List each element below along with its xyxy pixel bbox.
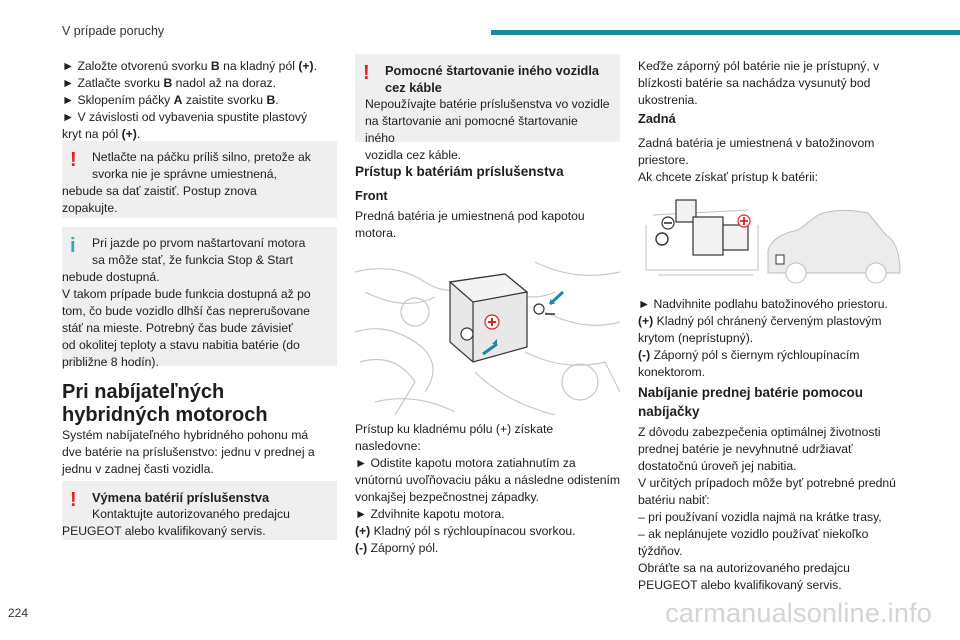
text-line: Systém nabíjateľného hybridného pohonu má [62, 428, 309, 442]
engine-bay-illustration [355, 252, 620, 415]
text-line: priestore. [638, 153, 689, 167]
battery-plus-terminal-icon [485, 315, 499, 329]
step-line: ► Zatlačte svorku B nadol až na doraz. [62, 76, 276, 90]
intro-paragraph [62, 427, 342, 478]
warning-line: vozidla cez káble. [365, 148, 462, 162]
text-line: Zadná batéria je umiestnená v batožinovom [638, 136, 875, 150]
section-heading: Prístup k batériám príslušenstva [355, 164, 564, 179]
step-line: ► Odistite kapotu motora zatiahnutím za [355, 456, 576, 470]
subheading-front: Front [355, 188, 388, 203]
list-item: – ak neplánujete vozidlo používať niekoľko [638, 527, 869, 541]
warning-exclamation-icon: ! [70, 489, 77, 511]
text-line: PEUGEOT alebo kvalifikovaný servis. [638, 578, 842, 592]
warning-box [62, 141, 337, 218]
ground-point-paragraph [638, 58, 914, 109]
text-line: Z dôvodu zabezpečenia optimálnej životnosti [638, 425, 881, 439]
text-line: krytom (neprístupný). [638, 331, 754, 345]
text-line: Ak chcete získať prístup k batérii: [638, 170, 819, 184]
text-line: blízkosti batérie sa nachádza vysunutý bod [638, 76, 871, 90]
plus-line [355, 523, 630, 540]
text-line: Prístup ku kladnému pólu (+) získate [355, 422, 554, 436]
warning-line: Nepoužívajte batérie príslušenstva vo vozidle [365, 97, 610, 111]
plus-label: (+) [638, 314, 654, 328]
text-line: prednej batérie je nevyhnutné udržiavať [638, 442, 853, 456]
warning-line: nebude sa dať zaistiť. Postup znova [62, 184, 257, 198]
plus-text: Kladný pól chránený červeným plastovým [656, 314, 882, 328]
minus-line [355, 540, 630, 557]
minus-line [638, 347, 918, 364]
heading-line: Nabíjanie prednej batérie pomocou [638, 385, 864, 400]
section-heading [638, 383, 918, 421]
warning-line: zopakujte. [62, 201, 118, 215]
text-line: vonkajšej bezpečnostnej západky. [355, 490, 540, 504]
step-line: kryt na pól (+). [62, 127, 141, 141]
text-line: Keďže záporný pól batérie nie je prístupný, v [638, 59, 880, 73]
text-line: dve batérie na príslušenstvo: jednu v prednej a [62, 445, 315, 459]
text-line: týždňov. [638, 544, 683, 558]
black-connector-icon [656, 233, 668, 245]
warning-line: na štartovanie ani pomocné štartovanie iného [365, 114, 578, 145]
subheading-rear: Zadná [638, 111, 676, 126]
text-line: konektorom. [638, 365, 706, 379]
steps-block [62, 58, 337, 143]
text-line: nasledovne: [355, 439, 421, 453]
info-icon: i [70, 235, 76, 257]
plus-text: Kladný pól s rýchloupínacou svorkou. [373, 524, 576, 538]
info-line: od okolitej teploty a stavu nabitia batérie (do [62, 338, 300, 352]
list-item: – pri používaní vozidla najmä na krátke trasy, [638, 510, 882, 524]
text-line: V určitých prípadoch môže byť potrebné prednú [638, 476, 896, 490]
minus-label: (-) [355, 541, 368, 555]
warning-line: PEUGEOT alebo kvalifikovaný servis. [62, 524, 266, 538]
warning-line: svorka nie je správne umiestnená, [92, 167, 277, 181]
text-line: motora. [355, 226, 397, 240]
warning-line: Netlačte na páčku príliš silno, pretože ak [92, 150, 311, 164]
heading-line: nabíjačky [638, 404, 700, 419]
text-line: jednu v zadnej časti vozidla. [62, 462, 214, 476]
car-silhouette-icon [768, 210, 900, 283]
lift-floor-paragraph [638, 296, 918, 381]
rear-paragraph [638, 135, 914, 186]
step-line: ► Zdvihnite kapotu motora. [355, 507, 505, 521]
warning-title: cez káble [385, 80, 442, 95]
info-line: približne 8 hodín). [62, 355, 159, 369]
page-number: 224 [8, 606, 29, 620]
warning-box [62, 481, 337, 540]
info-line: Pri jazde po prvom naštartovaní motora [92, 236, 306, 250]
text-line: batériu nabiť: [638, 493, 710, 507]
step-line: ► Založte otvorenú svorku B na kladný pól (+). [62, 59, 317, 73]
header-accent-bar [491, 30, 960, 35]
text-line: Predná batéria je umiestnená pod kapotou [355, 209, 585, 223]
minus-terminal-icon [662, 217, 674, 229]
battery-terminal-block [676, 200, 748, 255]
warning-title: Pomocné štartovanie iného vozidla [385, 63, 600, 78]
minus-label: (-) [638, 348, 651, 362]
info-line: nebude dostupná. [62, 270, 160, 284]
minus-text: Záporný pól. [370, 541, 439, 555]
warning-exclamation-icon: ! [70, 149, 77, 171]
watermark: carmanualsonline.info [665, 598, 932, 628]
info-box [62, 227, 337, 369]
charge-paragraph [638, 424, 918, 594]
plus-label: (+) [355, 524, 371, 538]
warning-box [355, 54, 620, 162]
text-line: ukostrenia. [638, 93, 698, 107]
rear-battery-illustration [638, 195, 914, 285]
front-paragraph [355, 208, 625, 242]
step-line: ► Nadvihnite podlahu batožinového priestoru. [638, 297, 888, 311]
section-heading [62, 381, 342, 427]
minus-text: Záporný pól s čiernym rýchloupínacím [653, 348, 860, 362]
plus-line [638, 313, 918, 330]
warning-title: Výmena batérií príslušenstva [92, 490, 270, 505]
plus-terminal-icon [738, 215, 750, 227]
step-line: ► V závislosti od vybavenia spustite plastový [62, 110, 308, 124]
access-paragraph [355, 421, 630, 557]
running-header: V prípade poruchy [62, 24, 165, 38]
heading-line: Pri nabíjateľných [62, 381, 225, 403]
step-line: ► Sklopením páčky A zaistite svorku B. [62, 93, 279, 107]
text-line: Obráťte sa na autorizovaného predajcu [638, 561, 850, 575]
warning-exclamation-icon: ! [363, 62, 370, 84]
warning-line: Kontaktujte autorizovaného predajcu [92, 507, 290, 521]
battery-location-icon [776, 255, 784, 264]
info-line: stáť na mieste. Potrebný čas bude závisieť [62, 321, 293, 335]
info-line: V takom prípade bude funkcia dostupná až po [62, 287, 311, 301]
heading-line: hybridných motoroch [62, 404, 268, 426]
text-line: vnútornú uvoľňovaciu páku a následne odistením [355, 473, 621, 487]
info-line: sa môže stať, že funkcia Stop & Start [92, 253, 294, 267]
info-line: tom, čo bude vozidlo dlhší čas neprerušovane [62, 304, 310, 318]
text-line: dostatočnú úroveň jej nabitia. [638, 459, 797, 473]
